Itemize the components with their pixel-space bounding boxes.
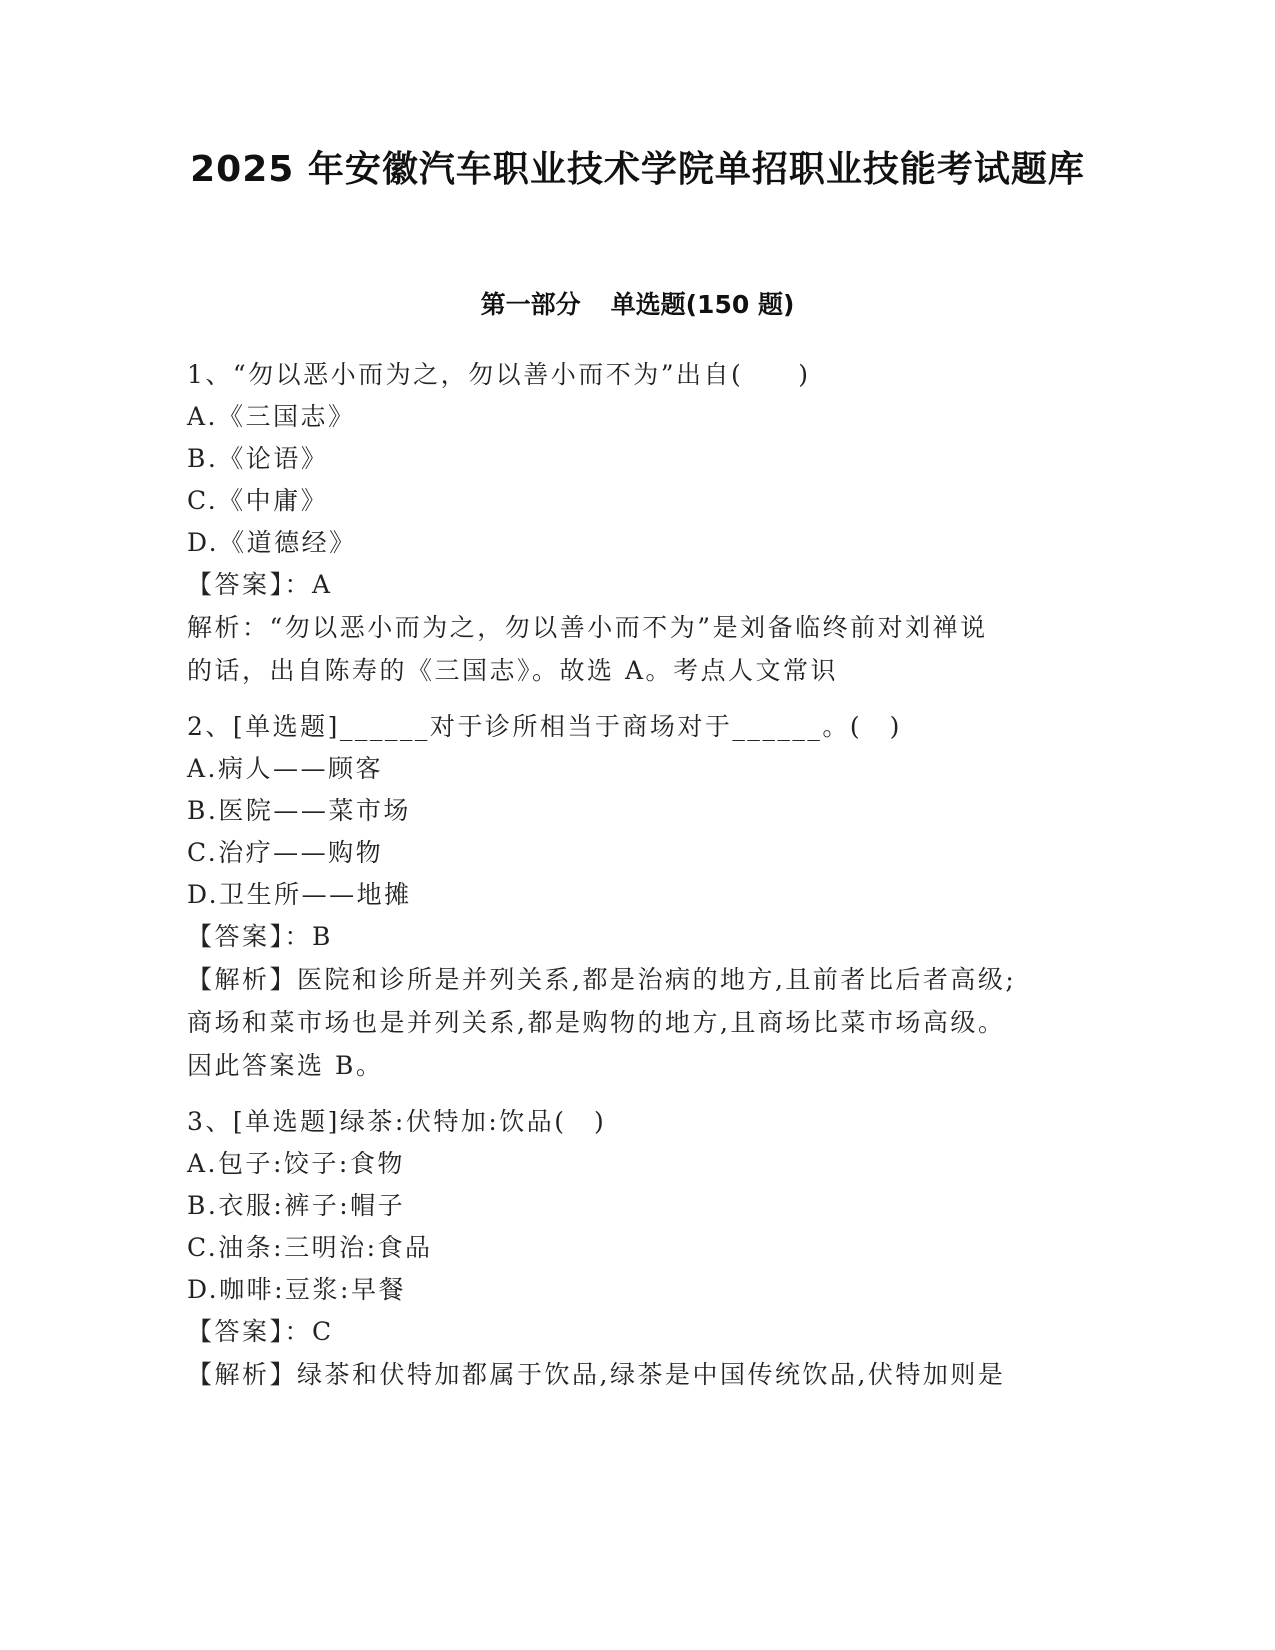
option-a: A.包子:饺子:食物 xyxy=(187,1149,405,1178)
answer: 【答案】：C xyxy=(187,1317,334,1346)
analysis-line: 的话，出自陈寿的《三国志》。故选 A。考点人文常识 xyxy=(187,656,839,685)
option-c: C.治疗——购物 xyxy=(187,838,384,867)
section-title xyxy=(0,287,1275,323)
option-a: A.《三国志》 xyxy=(187,402,356,431)
question-2 xyxy=(187,706,1087,1087)
question-stem: 3、[单选题]绿茶:伏特加:饮品( ) xyxy=(187,1107,607,1136)
answer: 【答案】：A xyxy=(187,570,333,599)
option-c: C.《中庸》 xyxy=(187,486,329,515)
option-d: D.《道德经》 xyxy=(187,528,357,557)
analysis-line: 【解析】绿茶和伏特加都属于饮品,绿茶是中国传统饮品,伏特加则是 xyxy=(187,1360,1006,1389)
option-c: C.油条:三明治:食品 xyxy=(187,1233,433,1262)
question-list xyxy=(187,354,1087,1396)
analysis-line: 商场和菜市场也是并列关系,都是购物的地方,且商场比菜市场高级。 xyxy=(187,1008,1006,1037)
question-stem: 1、“勿以恶小而为之，勿以善小而不为”出自( ) xyxy=(187,360,811,389)
question-stem: 2、[单选题]______对于诊所相当于商场对于______。( ) xyxy=(187,712,902,741)
analysis-line: 【解析】医院和诊所是并列关系,都是治病的地方,且前者比后者高级; xyxy=(187,965,1017,994)
section-name: 单选题(150 题) xyxy=(610,290,795,319)
question-3 xyxy=(187,1101,1087,1396)
option-b: B.衣服:裤子:帽子 xyxy=(187,1191,406,1220)
analysis-line: 解析：“勿以恶小而为之，勿以善小而不为”是刘备临终前对刘禅说 xyxy=(187,613,988,642)
question-1 xyxy=(187,354,1087,692)
option-b: B.《论语》 xyxy=(187,444,329,473)
option-d: D.卫生所——地摊 xyxy=(187,880,412,909)
option-b: B.医院——菜市场 xyxy=(187,796,411,825)
option-a: A.病人——顾客 xyxy=(187,754,384,783)
answer: 【答案】：B xyxy=(187,922,333,951)
section-part: 第一部分 xyxy=(480,290,581,319)
option-d: D.咖啡:豆浆:早餐 xyxy=(187,1275,406,1304)
analysis-line: 因此答案选 B。 xyxy=(187,1051,384,1080)
document-title: 2025 年安徽汽车职业技术学院单招职业技能考试题库 xyxy=(190,149,1085,190)
